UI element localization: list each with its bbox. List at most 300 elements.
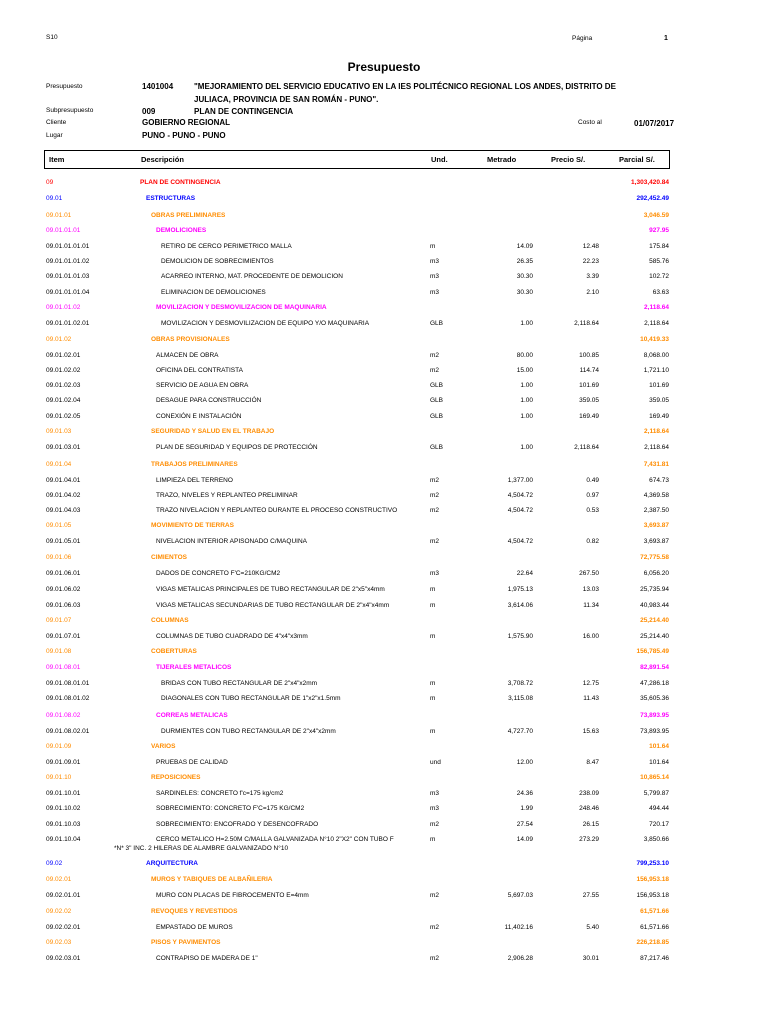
presupuesto-label: Presupuesto <box>46 83 83 90</box>
row-parcial: 101.64 <box>649 743 669 750</box>
costo-date: 01/07/2017 <box>634 119 675 128</box>
row-parcial: 585.76 <box>649 258 669 265</box>
row-parcial: 674.73 <box>649 477 669 484</box>
table-row <box>0 648 768 662</box>
row-parcial: 494.44 <box>649 805 669 812</box>
row-metrado: 1,975.13 <box>507 586 533 593</box>
row-parcial: 61,571.66 <box>640 908 669 915</box>
row-item-code: 09.01.05 <box>46 522 72 529</box>
row-parcial: 3,693.87 <box>643 538 669 545</box>
row-precio: 0.82 <box>586 538 599 545</box>
subpresupuesto-label: Subpresupuesto <box>46 107 94 114</box>
row-description: TRAZO, NIVELES Y REPLANTEO PRELIMINAR <box>156 492 298 499</box>
table-row <box>0 413 768 427</box>
row-description: COBERTURAS <box>151 648 197 655</box>
row-item-code: 09.01.01.01.03 <box>46 273 90 280</box>
row-metrado: 26.35 <box>516 258 533 265</box>
table-row <box>0 461 768 475</box>
row-precio: 5.40 <box>586 924 599 931</box>
row-unit: m2 <box>430 955 440 962</box>
row-precio: 11.43 <box>583 695 599 702</box>
table-row <box>0 227 768 241</box>
row-unit: m <box>430 695 436 702</box>
row-unit: m <box>430 680 436 687</box>
presupuesto-description-line2: JULIACA, PROVINCIA DE SAN ROMÁN - PUNO". <box>194 95 379 104</box>
row-parcial: 4,369.58 <box>643 492 669 499</box>
row-precio: 0.97 <box>586 492 599 499</box>
table-row <box>0 289 768 303</box>
row-unit: m3 <box>430 570 440 577</box>
table-row <box>0 352 768 366</box>
table-row <box>0 955 768 969</box>
row-precio: 273.29 <box>579 836 599 843</box>
row-parcial: 2,118.64 <box>644 320 669 327</box>
row-item-code: 09.01.02.05 <box>46 413 81 420</box>
row-precio: 11.34 <box>583 602 599 609</box>
row-unit: m3 <box>430 805 440 812</box>
row-parcial: 292,452.49 <box>636 195 669 202</box>
row-item-code: 09.01.04.01 <box>46 477 81 484</box>
row-metrado: 2,906.28 <box>507 955 533 962</box>
row-description: OBRAS PROVISIONALES <box>151 336 230 343</box>
row-description: TRAZO NIVELACION Y REPLANTEO DURANTE EL PROCESO CONSTRUCTIVO <box>156 507 398 514</box>
row-parcial: 1,303,420.84 <box>631 179 669 186</box>
row-parcial: 10,419.33 <box>640 336 669 343</box>
row-description: SOBRECIMIENTO: ENCOFRADO Y DESENCOFRADO <box>156 821 319 828</box>
row-item-code: 09.01.01.01.02 <box>46 258 90 265</box>
row-metrado: 30.30 <box>516 289 533 296</box>
row-parcial: 5,799.87 <box>643 790 669 797</box>
table-row <box>0 243 768 257</box>
table-row <box>0 939 768 953</box>
table-row <box>0 664 768 678</box>
table-row <box>0 743 768 757</box>
row-precio: 12.75 <box>582 680 599 687</box>
table-row <box>0 554 768 568</box>
row-description: SERVICIO DE AGUA EN OBRA <box>156 382 249 389</box>
table-row <box>0 428 768 442</box>
table-row <box>0 845 768 859</box>
row-item-code: 09.01.08.01.01 <box>46 680 90 687</box>
row-item-code: 09.01.01.02.01 <box>46 320 90 327</box>
row-parcial: 156,785.49 <box>636 648 669 655</box>
row-description: CONEXIÓN E INSTALACIÓN <box>156 413 242 420</box>
row-parcial: 1,721.10 <box>643 367 669 374</box>
row-description: ELIMINACION DE DEMOLICIONES <box>161 289 266 296</box>
row-parcial: 2,387.50 <box>643 507 669 514</box>
row-parcial: 87,217.46 <box>640 955 669 962</box>
table-row <box>0 212 768 226</box>
row-parcial: 927.95 <box>649 227 669 234</box>
page-label: Página <box>572 35 593 42</box>
row-parcial: 3,046.59 <box>643 212 669 219</box>
row-metrado: 1,575.90 <box>507 633 533 640</box>
row-parcial: 7,431.81 <box>643 461 669 468</box>
column-header-und: Und. <box>431 155 448 164</box>
row-description: OBRAS PRELIMINARES <box>151 212 226 219</box>
row-parcial: 63.63 <box>652 289 669 296</box>
row-item-code: 09.01.08.01 <box>46 664 81 671</box>
lugar-label: Lugar <box>46 132 63 139</box>
presupuesto-code: 1401004 <box>142 82 174 91</box>
row-unit: GLB <box>430 413 444 420</box>
row-parcial: 169.49 <box>649 413 669 420</box>
row-precio: 359.05 <box>579 397 599 404</box>
row-metrado: 24.36 <box>516 790 533 797</box>
row-item-code: 09.01.06 <box>46 554 72 561</box>
column-header-item: Item <box>49 155 65 164</box>
row-parcial: 2,118.64 <box>644 444 669 451</box>
table-row <box>0 924 768 938</box>
row-description: OFICINA DEL CONTRATISTA <box>156 367 243 374</box>
row-precio: 8.47 <box>586 759 599 766</box>
row-item-code: 09.01.06.03 <box>46 602 81 609</box>
row-item-code: 09.01.10.02 <box>46 805 81 812</box>
row-metrado: 4,727.70 <box>507 728 533 735</box>
row-metrado: 14.09 <box>516 243 533 250</box>
table-row <box>0 195 768 209</box>
table-row <box>0 712 768 726</box>
row-description: REPOSICIONES <box>151 774 201 781</box>
table-row <box>0 304 768 318</box>
row-item-code: 09.01.02.04 <box>46 397 81 404</box>
row-description: CONTRAPISO DE MADERA DE 1" <box>156 955 258 962</box>
row-precio: 15.63 <box>582 728 599 735</box>
row-unit: m2 <box>430 892 440 899</box>
row-description: MOVILIZACION Y DESMOVILIZACION DE EQUIPO Y/O MAQUINARIA <box>161 320 370 327</box>
row-unit: GLB <box>430 382 444 389</box>
row-metrado: 1,377.00 <box>507 477 533 484</box>
row-item-code: 09.01.01.01.04 <box>46 289 90 296</box>
row-description: CIMIENTOS <box>151 554 187 561</box>
row-unit: m2 <box>430 821 440 828</box>
row-item-code: 09.02.02.01 <box>46 924 81 931</box>
row-precio: 22.23 <box>582 258 599 265</box>
row-item-code: 09.01.07 <box>46 617 72 624</box>
row-parcial: 3,693.87 <box>643 522 669 529</box>
table-row <box>0 617 768 631</box>
row-parcial: 359.05 <box>649 397 669 404</box>
row-description: VARIOS <box>151 743 176 750</box>
row-item-code: 09.01.09 <box>46 743 72 750</box>
row-precio: 114.74 <box>579 367 599 374</box>
row-description: NIVELACION INTERIOR APISONADO C/MAQUINA <box>156 538 307 545</box>
row-description: ALMACEN DE OBRA <box>156 352 219 359</box>
row-description: COLUMNAS DE TUBO CUADRADO DE 4"x4"x3mm <box>156 633 308 640</box>
row-description: PLAN DE SEGURIDAD Y EQUIPOS DE PROTECCIÓN <box>156 444 318 451</box>
table-row <box>0 444 768 458</box>
row-description: DEMOLICION DE SOBRECIMIENTOS <box>161 258 274 265</box>
row-description: ACARREO INTERNO, MAT. PROCEDENTE DE DEMOLICION <box>161 273 343 280</box>
row-metrado: 12.00 <box>516 759 533 766</box>
row-unit: GLB <box>430 320 444 327</box>
row-item-code: 09.01.08.02 <box>46 712 81 719</box>
row-unit: m <box>430 728 436 735</box>
column-header-metrado: Metrado <box>487 155 517 164</box>
row-description: MOVILIZACION Y DESMOVILIZACION DE MAQUINARIA <box>156 304 327 311</box>
table-row <box>0 633 768 647</box>
row-metrado: 22.64 <box>516 570 533 577</box>
row-parcial: 156,953.18 <box>636 876 669 883</box>
row-description: REVOQUES Y REVESTIDOS <box>151 908 238 915</box>
row-description: *N* 3" INC. 2 HILERAS DE ALAMBRE GALVANIZADO N°10 <box>114 845 289 852</box>
row-parcial: 61,571.66 <box>640 924 669 931</box>
row-description: DADOS DE CONCRETO F'C=210KG/CM2 <box>156 570 281 577</box>
row-item-code: 09.02 <box>46 860 63 867</box>
row-parcial: 720.17 <box>649 821 669 828</box>
costo-label: Costo al <box>578 119 602 126</box>
row-unit: und <box>430 759 441 766</box>
row-item-code: 09.02.01 <box>46 876 72 883</box>
row-metrado: 5,697.03 <box>507 892 533 899</box>
row-precio: 30.01 <box>582 955 599 962</box>
row-precio: 0.53 <box>586 507 599 514</box>
row-precio: 2,118.64 <box>574 444 599 451</box>
row-metrado: 27.54 <box>516 821 533 828</box>
row-metrado: 1.00 <box>520 444 533 451</box>
row-parcial: 10,865.14 <box>640 774 669 781</box>
row-item-code: 09.01.09.01 <box>46 759 81 766</box>
row-parcial: 6,056.20 <box>643 570 669 577</box>
table-row <box>0 492 768 506</box>
column-header-descripcion: Descripción <box>141 155 184 164</box>
row-metrado: 3,708.72 <box>507 680 533 687</box>
row-precio: 2.10 <box>586 289 599 296</box>
column-header-parcial: Parcial S/. <box>619 155 655 164</box>
table-row <box>0 273 768 287</box>
row-item-code: 09 <box>46 179 54 186</box>
row-metrado: 11,402.16 <box>504 924 533 931</box>
table-row <box>0 892 768 906</box>
row-unit: m3 <box>430 273 440 280</box>
table-row <box>0 680 768 694</box>
row-description: PLAN DE CONTINGENCIA <box>140 179 221 186</box>
row-item-code: 09.01.10 <box>46 774 72 781</box>
row-description: RETIRO DE CERCO PERIMETRICO MALLA <box>161 243 292 250</box>
table-row <box>0 790 768 804</box>
row-parcial: 35,605.36 <box>640 695 669 702</box>
row-unit: m3 <box>430 258 440 265</box>
row-description: PRUEBAS DE CALIDAD <box>156 759 228 766</box>
row-metrado: 1.00 <box>520 413 533 420</box>
row-item-code: 09.01.01.02 <box>46 304 81 311</box>
subpresupuesto-description: PLAN DE CONTINGENCIA <box>194 107 294 116</box>
table-row <box>0 179 768 193</box>
row-unit: GLB <box>430 397 444 404</box>
row-item-code: 09.01.02 <box>46 336 72 343</box>
row-description: COLUMNAS <box>151 617 189 624</box>
row-item-code: 09.01.10.04 <box>46 836 81 843</box>
row-item-code: 09.01.02.01 <box>46 352 81 359</box>
row-parcial: 73,893.95 <box>640 728 669 735</box>
row-item-code: 09.01.03.01 <box>46 444 81 451</box>
row-description: MURO CON PLACAS DE FIBROCEMENTO E=4mm <box>156 892 309 899</box>
row-item-code: 09.01.01.01 <box>46 227 81 234</box>
row-unit: m2 <box>430 367 440 374</box>
table-row <box>0 860 768 874</box>
row-unit: m <box>430 586 436 593</box>
row-precio: 101.69 <box>579 382 599 389</box>
row-item-code: 09.01.02.02 <box>46 367 81 374</box>
table-row <box>0 602 768 616</box>
row-precio: 2,118.64 <box>574 320 599 327</box>
table-row <box>0 397 768 411</box>
table-row <box>0 367 768 381</box>
row-parcial: 2,118.64 <box>644 428 669 435</box>
subpresupuesto-code: 009 <box>142 107 156 116</box>
row-precio: 13.03 <box>582 586 599 593</box>
row-precio: 100.85 <box>579 352 599 359</box>
row-item-code: 09.01.06.01 <box>46 570 81 577</box>
cliente-value: GOBIERNO REGIONAL <box>142 118 231 127</box>
row-parcial: 25,735.94 <box>640 586 669 593</box>
row-unit: m2 <box>430 924 440 931</box>
row-unit: m <box>430 602 436 609</box>
table-row <box>0 774 768 788</box>
row-unit: m3 <box>430 790 440 797</box>
row-description: MUROS Y TABIQUES DE ALBAÑILERIA <box>151 876 273 883</box>
table-row <box>0 570 768 584</box>
row-parcial: 25,214.40 <box>640 617 669 624</box>
row-description: ESTRUCTURAS <box>146 195 196 202</box>
table-row <box>0 586 768 600</box>
lugar-value: PUNO - PUNO - PUNO <box>142 131 226 140</box>
table-row <box>0 538 768 552</box>
row-metrado: 1.00 <box>520 382 533 389</box>
row-item-code: 09.01.10.03 <box>46 821 81 828</box>
row-item-code: 09.02.02 <box>46 908 72 915</box>
row-item-code: 09.01.04.02 <box>46 492 81 499</box>
row-description: PISOS Y PAVIMENTOS <box>151 939 221 946</box>
row-item-code: 09.01 <box>46 195 63 202</box>
row-item-code: 09.01.08.02.01 <box>46 728 90 735</box>
row-description: VIGAS METALICAS SECUNDARIAS DE TUBO RECTANGULAR DE 2"x4"x4mm <box>156 602 390 609</box>
table-row <box>0 728 768 742</box>
row-item-code: 09.02.03.01 <box>46 955 81 962</box>
row-item-code: 09.01.04.03 <box>46 507 81 514</box>
row-parcial: 226,218.85 <box>636 939 669 946</box>
row-description: DESAGUE PARA CONSTRUCCIÓN <box>156 397 262 404</box>
row-description: CERCO METALICO H=2.50M C/MALLA GALVANIZADA N°10 2"X2" CON TUBO F <box>156 836 394 843</box>
row-description: BRIDAS CON TUBO RECTANGULAR DE 2"x4"x2mm <box>161 680 318 687</box>
cliente-label: Cliente <box>46 119 67 126</box>
table-row <box>0 821 768 835</box>
row-parcial: 25,214.40 <box>640 633 669 640</box>
row-item-code: 09.01.03 <box>46 428 72 435</box>
row-parcial: 73,893.95 <box>640 712 669 719</box>
report-code: S10 <box>46 34 58 41</box>
row-description: ARQUITECTURA <box>146 860 198 867</box>
row-item-code: 09.01.02.03 <box>46 382 81 389</box>
row-metrado: 3,614.06 <box>507 602 533 609</box>
table-row <box>0 258 768 272</box>
row-parcial: 156,953.18 <box>636 892 669 899</box>
row-item-code: 09.01.04 <box>46 461 72 468</box>
row-metrado: 1.00 <box>520 320 533 327</box>
row-precio: 248.46 <box>579 805 599 812</box>
row-description: CORREAS METALICAS <box>156 712 228 719</box>
row-item-code: 09.01.08.01.02 <box>46 695 90 702</box>
row-unit: m3 <box>430 289 440 296</box>
row-unit: m <box>430 836 436 843</box>
row-precio: 169.49 <box>579 413 599 420</box>
row-precio: 238.09 <box>579 790 599 797</box>
row-precio: 0.49 <box>586 477 599 484</box>
row-description: DEMOLICIONES <box>156 227 207 234</box>
row-metrado: 15.00 <box>516 367 533 374</box>
row-metrado: 14.09 <box>516 836 533 843</box>
table-row <box>0 336 768 350</box>
row-item-code: 09.01.01.01.01 <box>46 243 90 250</box>
row-metrado: 80.00 <box>516 352 533 359</box>
row-parcial: 101.69 <box>649 382 669 389</box>
row-description: MOVIMIENTO DE TIERRAS <box>151 522 234 529</box>
row-parcial: 101.64 <box>649 759 669 766</box>
row-item-code: 09.01.07.01 <box>46 633 81 640</box>
row-parcial: 3,850.66 <box>643 836 669 843</box>
row-unit: m2 <box>430 352 440 359</box>
row-parcial: 8,068.00 <box>643 352 669 359</box>
row-item-code: 09.01.08 <box>46 648 72 655</box>
column-header-precio: Precio S/. <box>551 155 586 164</box>
row-precio: 3.39 <box>586 273 599 280</box>
row-parcial: 82,891.54 <box>640 664 669 671</box>
table-row <box>0 805 768 819</box>
presupuesto-description-line1: "MEJORAMIENTO DEL SERVICIO EDUCATIVO EN LA IES POLITÉCNICO REGIONAL LOS ANDES, DISTRITO DE <box>194 82 616 91</box>
row-precio: 16.00 <box>582 633 599 640</box>
page-number: 1 <box>664 35 668 42</box>
row-metrado: 3,115.08 <box>508 695 533 702</box>
row-parcial: 2,118.64 <box>644 304 669 311</box>
table-row <box>0 695 768 709</box>
row-description: DIAGONALES CON TUBO RECTANGULAR DE 1"x2"x1.5mm <box>161 695 341 702</box>
row-precio: 26.15 <box>582 821 599 828</box>
row-parcial: 799,253.10 <box>636 860 669 867</box>
table-row <box>0 320 768 334</box>
row-description: EMPASTADO DE MUROS <box>156 924 233 931</box>
row-precio: 12.48 <box>582 243 599 250</box>
row-parcial: 47,286.18 <box>640 680 669 687</box>
row-description: SARDINELES: CONCRETO f'c=175 kg/cm2 <box>156 790 284 797</box>
row-description: SEGURIDAD Y SALUD EN EL TRABAJO <box>151 428 275 435</box>
row-description: TIJERALES METALICOS <box>156 664 232 671</box>
row-description: VIGAS METALICAS PRINCIPALES DE TUBO RECTANGULAR DE 2"x5"x4mm <box>156 586 385 593</box>
row-parcial: 102.72 <box>649 273 669 280</box>
row-metrado: 1.99 <box>520 805 533 812</box>
table-row <box>0 759 768 773</box>
row-item-code: 09.01.06.02 <box>46 586 81 593</box>
row-unit: m2 <box>430 507 440 514</box>
table-row <box>0 382 768 396</box>
table-row <box>0 908 768 922</box>
row-unit: m <box>430 243 436 250</box>
row-description: TRABAJOS PRELIMINARES <box>151 461 238 468</box>
row-item-code: 09.02.03 <box>46 939 72 946</box>
table-row <box>0 477 768 491</box>
row-description: SOBRECIMIENTO: CONCRETO F'C=175 KG/CM2 <box>156 805 305 812</box>
row-item-code: 09.02.01.01 <box>46 892 81 899</box>
row-metrado: 1.00 <box>520 397 533 404</box>
table-row <box>0 876 768 890</box>
document-title: Presupuesto <box>347 60 421 74</box>
row-description: DURMIENTES CON TUBO RECTANGULAR DE 2"x4"x2mm <box>161 728 336 735</box>
row-unit: m <box>430 633 436 640</box>
row-unit: GLB <box>430 444 444 451</box>
row-unit: m2 <box>430 538 440 545</box>
row-item-code: 09.01.01 <box>46 212 72 219</box>
row-item-code: 09.01.05.01 <box>46 538 81 545</box>
row-precio: 267.50 <box>579 570 599 577</box>
